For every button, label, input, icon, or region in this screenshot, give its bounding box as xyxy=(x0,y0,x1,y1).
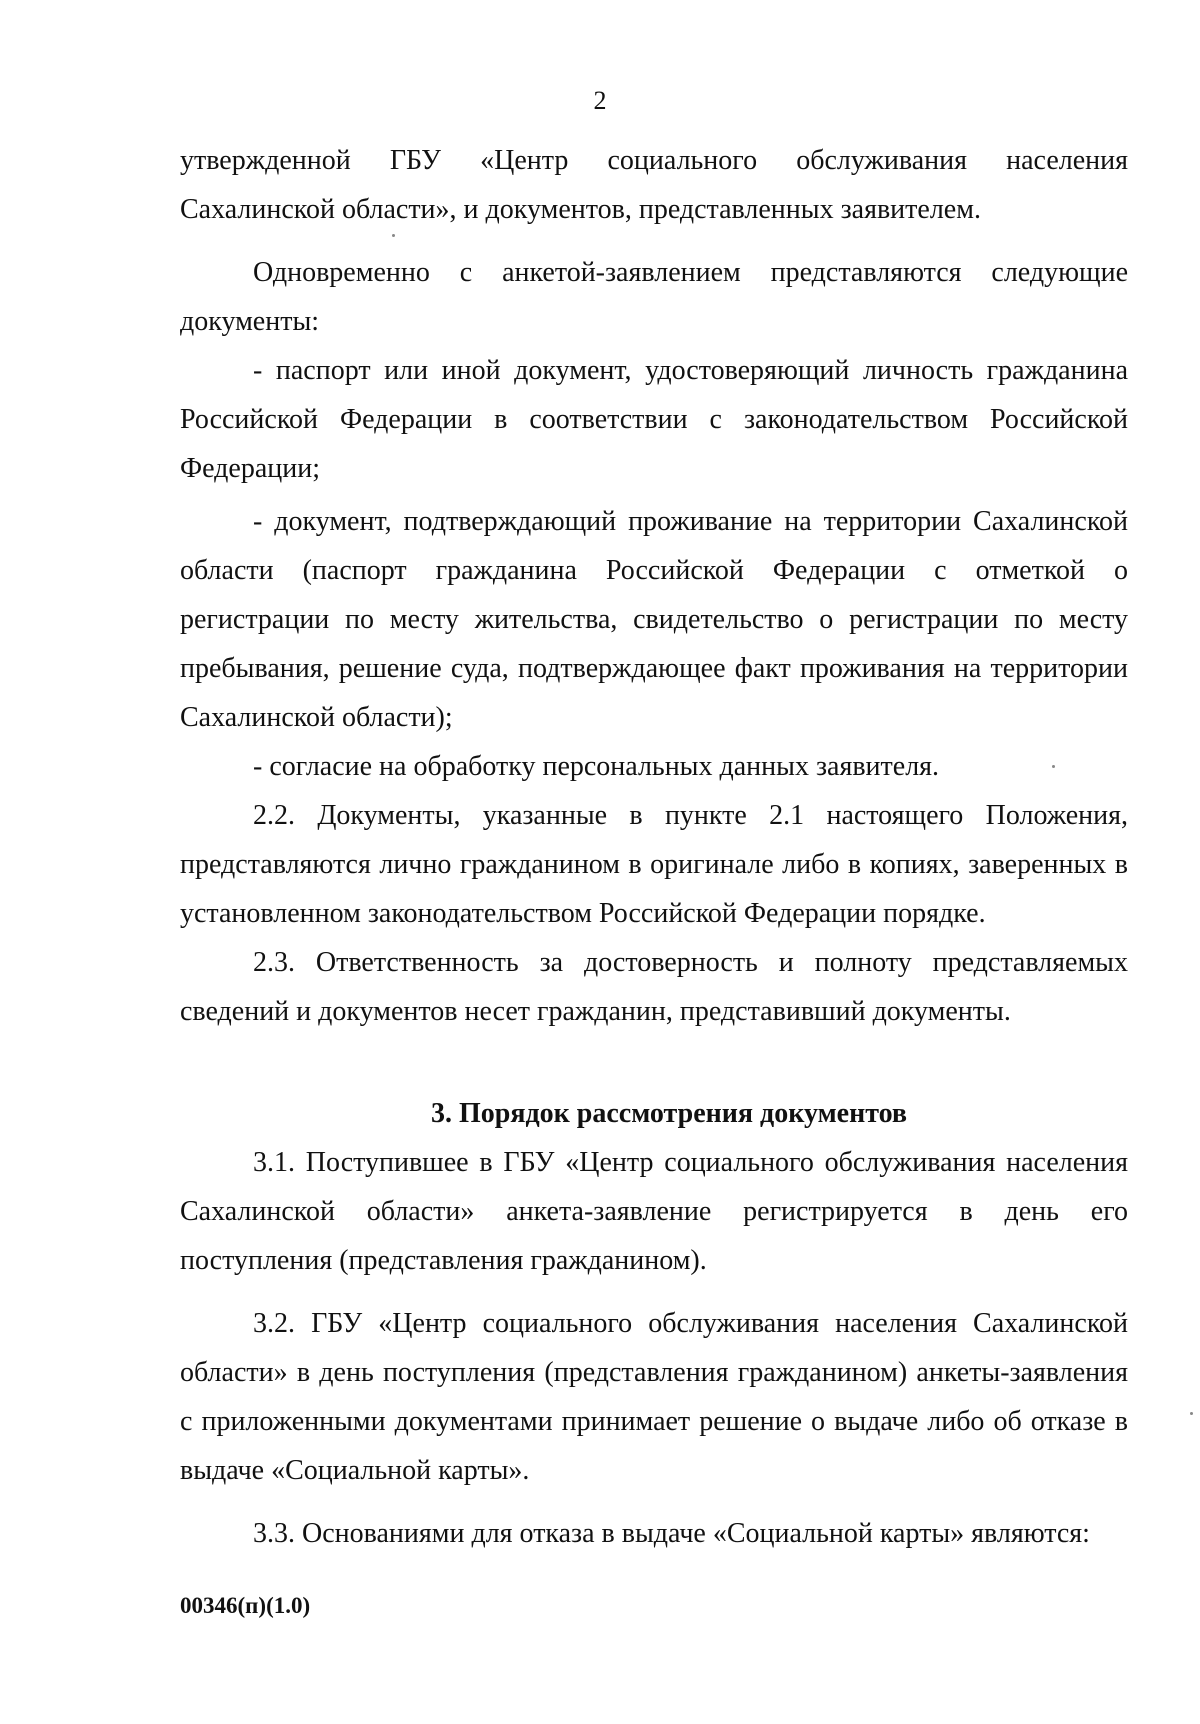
list-item-consent: - согласие на обработку персональных данных заявителя. xyxy=(253,751,940,782)
document-code: 00346(п)(1.0) xyxy=(180,1593,311,1618)
paragraph-continuation: утвержденной ГБУ «Центр социального обслуживания населения Сахалинской области», и документов, представленных заявителем. xyxy=(180,145,1128,225)
page-number: 2 xyxy=(593,86,607,115)
paragraph-2-2: 2.2. Документы, указанные в пункте 2.1 настоящего Положения, представляются лично гражданином в оригинале либо в копиях, заверенных в установленном законодательством Российской Федерации порядке. xyxy=(180,800,1128,929)
section-spacer xyxy=(180,1036,1128,1090)
paragraph-3-1: 3.1. Поступившее в ГБУ «Центр социального обслуживания населения Сахалинской области» анкета-заявление регистрируется в день его поступления (представления гражданином). xyxy=(180,1147,1128,1276)
scan-speck xyxy=(1052,765,1055,768)
paragraph-3-3: 3.3. Основаниями для отказа в выдаче «Социальной карты» являются: xyxy=(253,1518,1090,1549)
document-body xyxy=(180,136,1128,1558)
section-heading: 3. Порядок рассмотрения документов xyxy=(430,1098,908,1129)
scan-speck xyxy=(1190,1412,1193,1415)
paragraph-documents-intro: Одновременно с анкетой-заявлением представляются следующие документы: xyxy=(180,257,1128,337)
list-item-passport: - паспорт или иной документ, удостоверяющий личность гражданина Российской Федерации в соответствии с законодательством Российской Федерации; xyxy=(180,355,1128,484)
paragraph-2-3: 2.3. Ответственность за достоверность и полноту представляемых сведений и документов несет гражданин, представивший документы. xyxy=(180,947,1128,1027)
list-item-residence-proof: - документ, подтверждающий проживание на территории Сахалинской области (паспорт гражданина Российской Федерации с отметкой о регистрации по месту жительства, свидетельство о регистрации по месту пребывания, решение суда, подтверждающее факт проживания на территории Сахалинской области); xyxy=(180,506,1128,733)
paragraph-3-2: 3.2. ГБУ «Центр социального обслуживания населения Сахалинской области» в день поступления (представления гражданином) анкеты-заявления с приложенными документами принимает решение о выдаче либо об отказе в выдаче «Социальной карты». xyxy=(180,1308,1128,1486)
scan-speck xyxy=(392,234,395,237)
